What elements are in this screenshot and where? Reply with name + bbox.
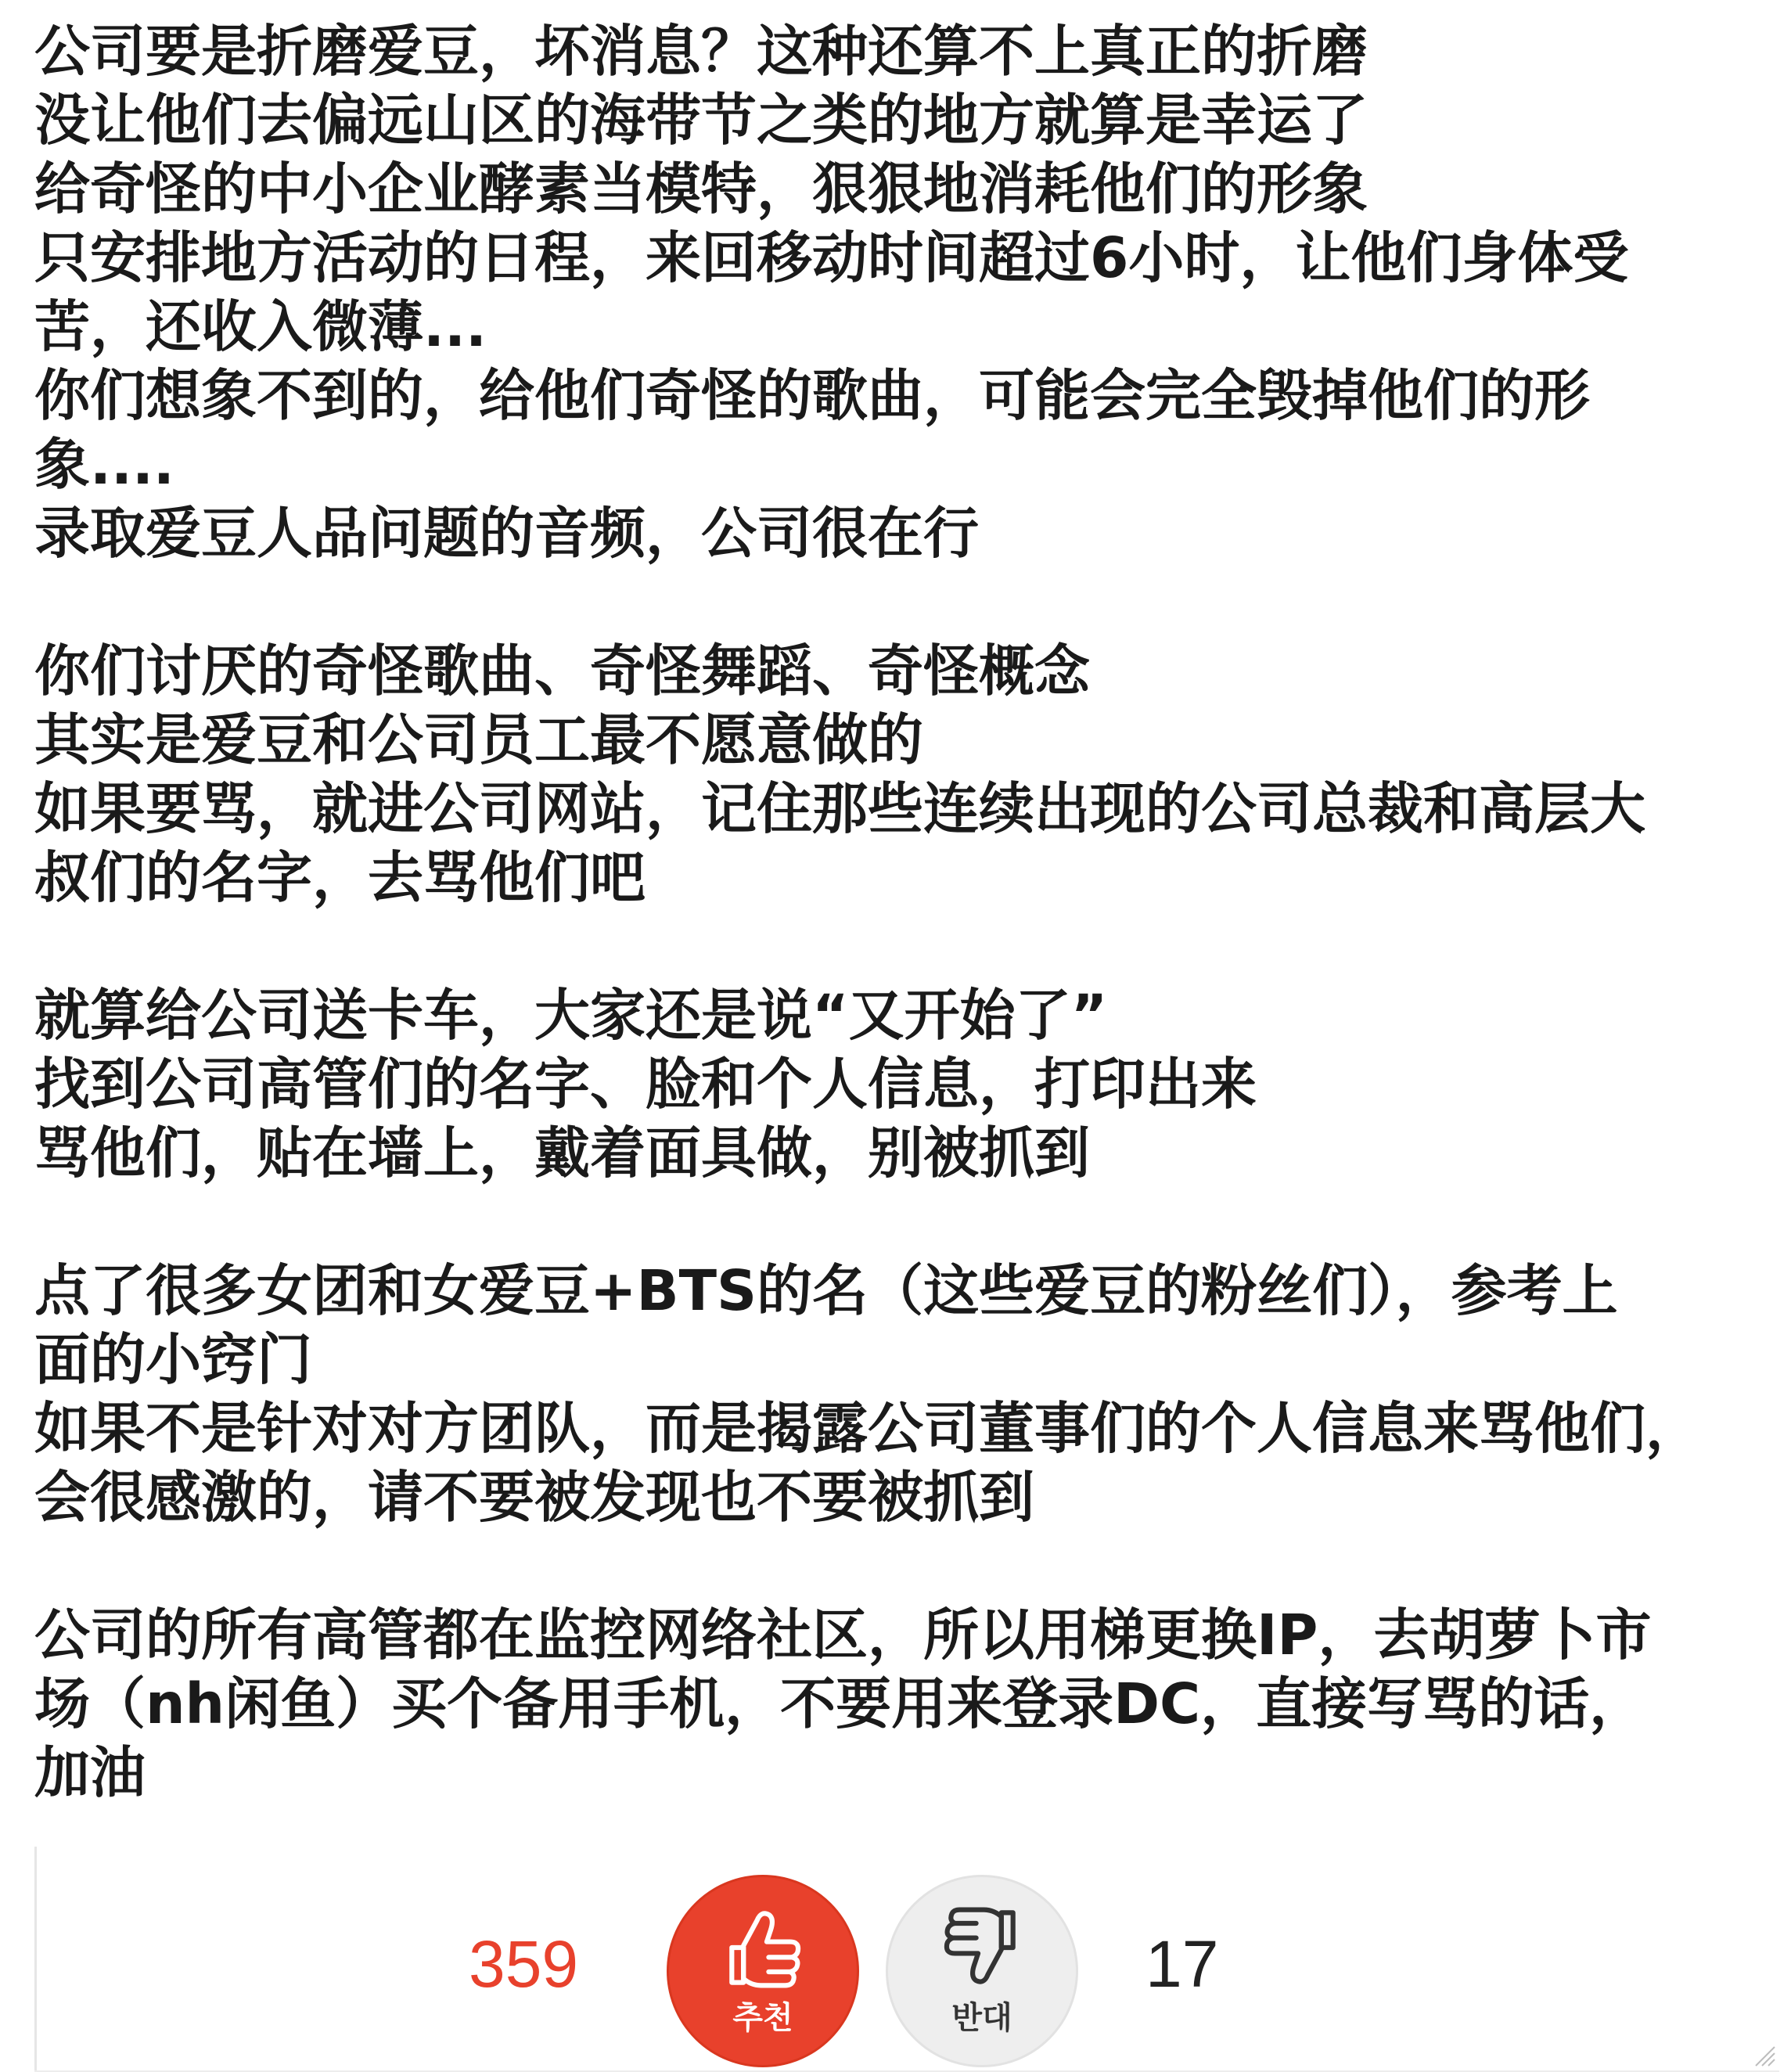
downvote-label: 반대 xyxy=(951,2000,1012,2036)
post-line: 骂他们，贴在墙上，戴着面具做，别被抓到 xyxy=(34,1121,1091,1185)
post-line: 叔们的名字，去骂他们吧 xyxy=(34,845,646,910)
post-line: 如果要骂，就进公司网站，记住那些连续出现的公司总裁和高层大 xyxy=(34,776,1646,841)
post-paragraph xyxy=(34,981,1771,1188)
post-line: 公司要是折磨爱豆，坏消息？这种还算不上真正的折磨 xyxy=(34,19,1368,84)
post-line: 就算给公司送卡车，大家还是说“又开始了” xyxy=(34,983,1108,1048)
post-line: 苦，还收入微薄... xyxy=(34,294,487,359)
upvote-count: 359 xyxy=(469,1927,579,2001)
post-paragraph xyxy=(34,1257,1771,1532)
thumbs-down-icon xyxy=(933,1899,1030,1996)
thumbs-up-icon xyxy=(714,1899,811,1996)
post-line: 找到公司高管们的名字、脸和个人信息，打印出来 xyxy=(34,1052,1257,1117)
downvote-button[interactable] xyxy=(886,1875,1078,2067)
upvote-label: 추천 xyxy=(732,2000,793,2036)
post-line: 你们想象不到的，给他们奇怪的歌曲，可能会完全毁掉他们的形 xyxy=(34,363,1591,428)
post-line: 其实是爱豆和公司员工最不愿意做的 xyxy=(34,707,924,772)
post-line: 点了很多女团和女爱豆+BTS的名（这些爱豆的粉丝们），参考上 xyxy=(34,1258,1618,1323)
post-line: 场（nh闲鱼）买个备用手机，不要用来登录DC，直接写骂的话， xyxy=(34,1671,1645,1736)
post-line: 录取爱豆人品问题的音频，公司很在行 xyxy=(34,501,980,566)
post-line: 公司的所有高管都在监控网络社区，所以用梯更换IP，去胡萝卜市 xyxy=(34,1603,1652,1667)
post-line: 你们讨厌的奇怪歌曲、奇怪舞蹈、奇怪概念 xyxy=(34,639,1091,703)
post-paragraph xyxy=(34,17,1771,568)
post-line: 只安排地方活动的日程，来回移动时间超过6小时，让他们身体受 xyxy=(34,225,1629,290)
post-line: 会很感激的，请不要被发现也不要被抓到 xyxy=(34,1465,1035,1530)
post-line: 给奇怪的中小企业酵素当模特，狠狠地消耗他们的形象 xyxy=(34,156,1368,221)
panel-left-border xyxy=(34,1847,37,2072)
post-line: 面的小窍门 xyxy=(34,1327,313,1392)
post-line: 没让他们去偏远山区的海带节之类的地方就算是幸运了 xyxy=(34,88,1368,153)
downvote-count: 17 xyxy=(1145,1927,1219,2001)
post-line: 加油 xyxy=(34,1740,146,1805)
post-paragraph xyxy=(34,1601,1771,1808)
post-line: 象.... xyxy=(34,432,174,497)
vote-panel xyxy=(34,1847,1779,2072)
upvote-button[interactable] xyxy=(667,1875,859,2067)
post-paragraph xyxy=(34,637,1771,912)
post-body xyxy=(34,17,1771,1876)
post-line: 如果不是针对对方团队，而是揭露公司董事们的个人信息来骂他们， xyxy=(34,1396,1702,1461)
resize-handle-icon[interactable] xyxy=(1750,2041,1776,2067)
